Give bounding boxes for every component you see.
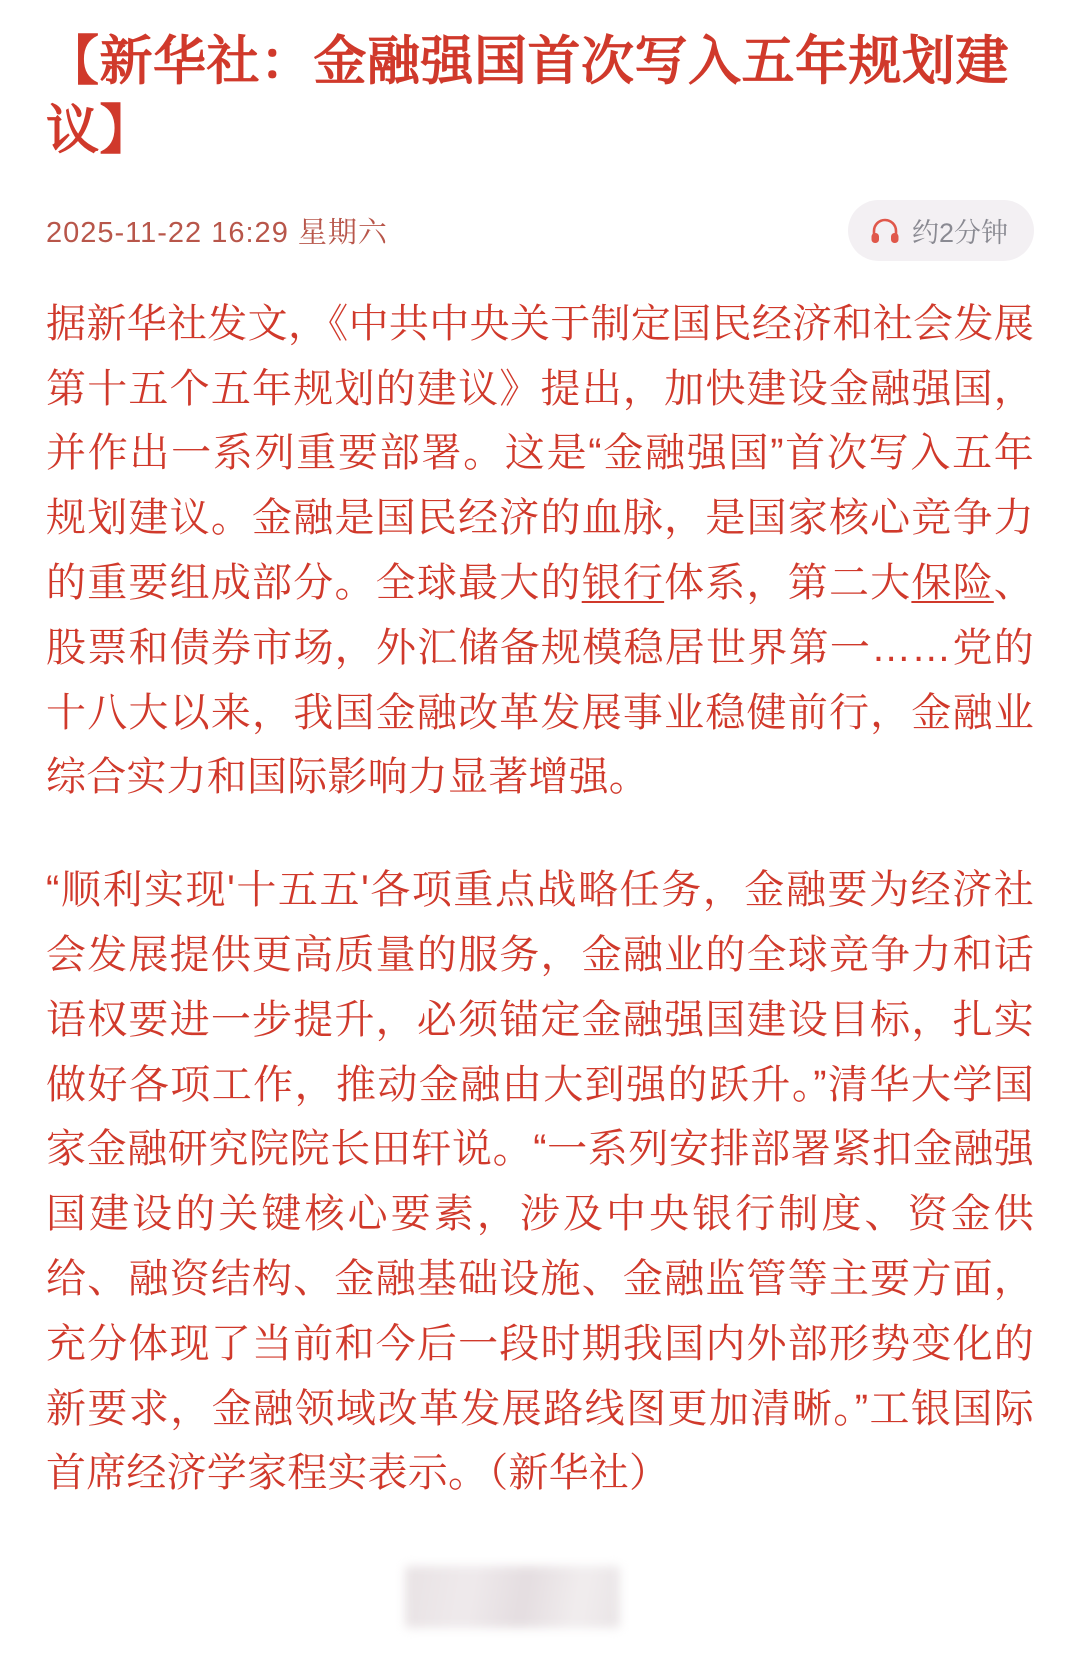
paragraph-text: 据新华社发文，《中共中央关于制定国民经济和社会发展第十五个五年规划的建议》提出，加快建设金融强国，并作出一系列重要部署。这是“金融强国”首次写入五年规划建议。金融是国民经济的血脉，是国家核心竞争力的重要组成部分。全球最大的 [46, 301, 1034, 605]
article-paragraph [46, 292, 1034, 810]
article-paragraph: “顺利实现'十五五'各项重点战略任务，金融要为经济社会发展提供更高质量的服务，金融业的全球竞争力和话语权要进一步提升，必须锚定金融强国建设目标，扎实做好各项工作，推动金融由大到强的跃升。”清华大学国家金融研究院院长田轩说。“一系列安排部署紧扣金融强国建设的关键核心要素，涉及中央银行制度、资金供给、融资结构、金融基础设施、金融监管等主要方面，充分体现了当前和今后一段时期我国内外部形势变化的新要求，金融领域改革发展路线图更加清晰。”工银国际首席经济学家程实表示。（新华社） [46, 868, 1034, 1496]
headphone-icon [870, 218, 900, 244]
publish-timestamp: 2025-11-22 16:29 星期六 [46, 217, 388, 250]
keyword-link-insurance[interactable]: 保险 [911, 560, 994, 605]
paragraph-text: 、股票和债券市场，外汇储备规模稳居世界第一……党的十八大以来，我国金融改革发展事业稳健前行，金融业综合实力和国际影响力显著增强。 [46, 560, 1034, 800]
redacted-watermark [405, 1566, 620, 1628]
page-title: 【新华社：金融强国首次写入五年规划建议】 [46, 32, 1009, 160]
paragraph-text: 体系，第二大 [664, 560, 912, 605]
keyword-link-bank[interactable]: 银行 [581, 560, 665, 605]
article-body [40, 292, 1040, 1506]
audio-duration-label: 约2分钟 [911, 218, 1008, 249]
article-meta-row [46, 200, 1034, 262]
audio-play-button[interactable] [848, 200, 1034, 261]
